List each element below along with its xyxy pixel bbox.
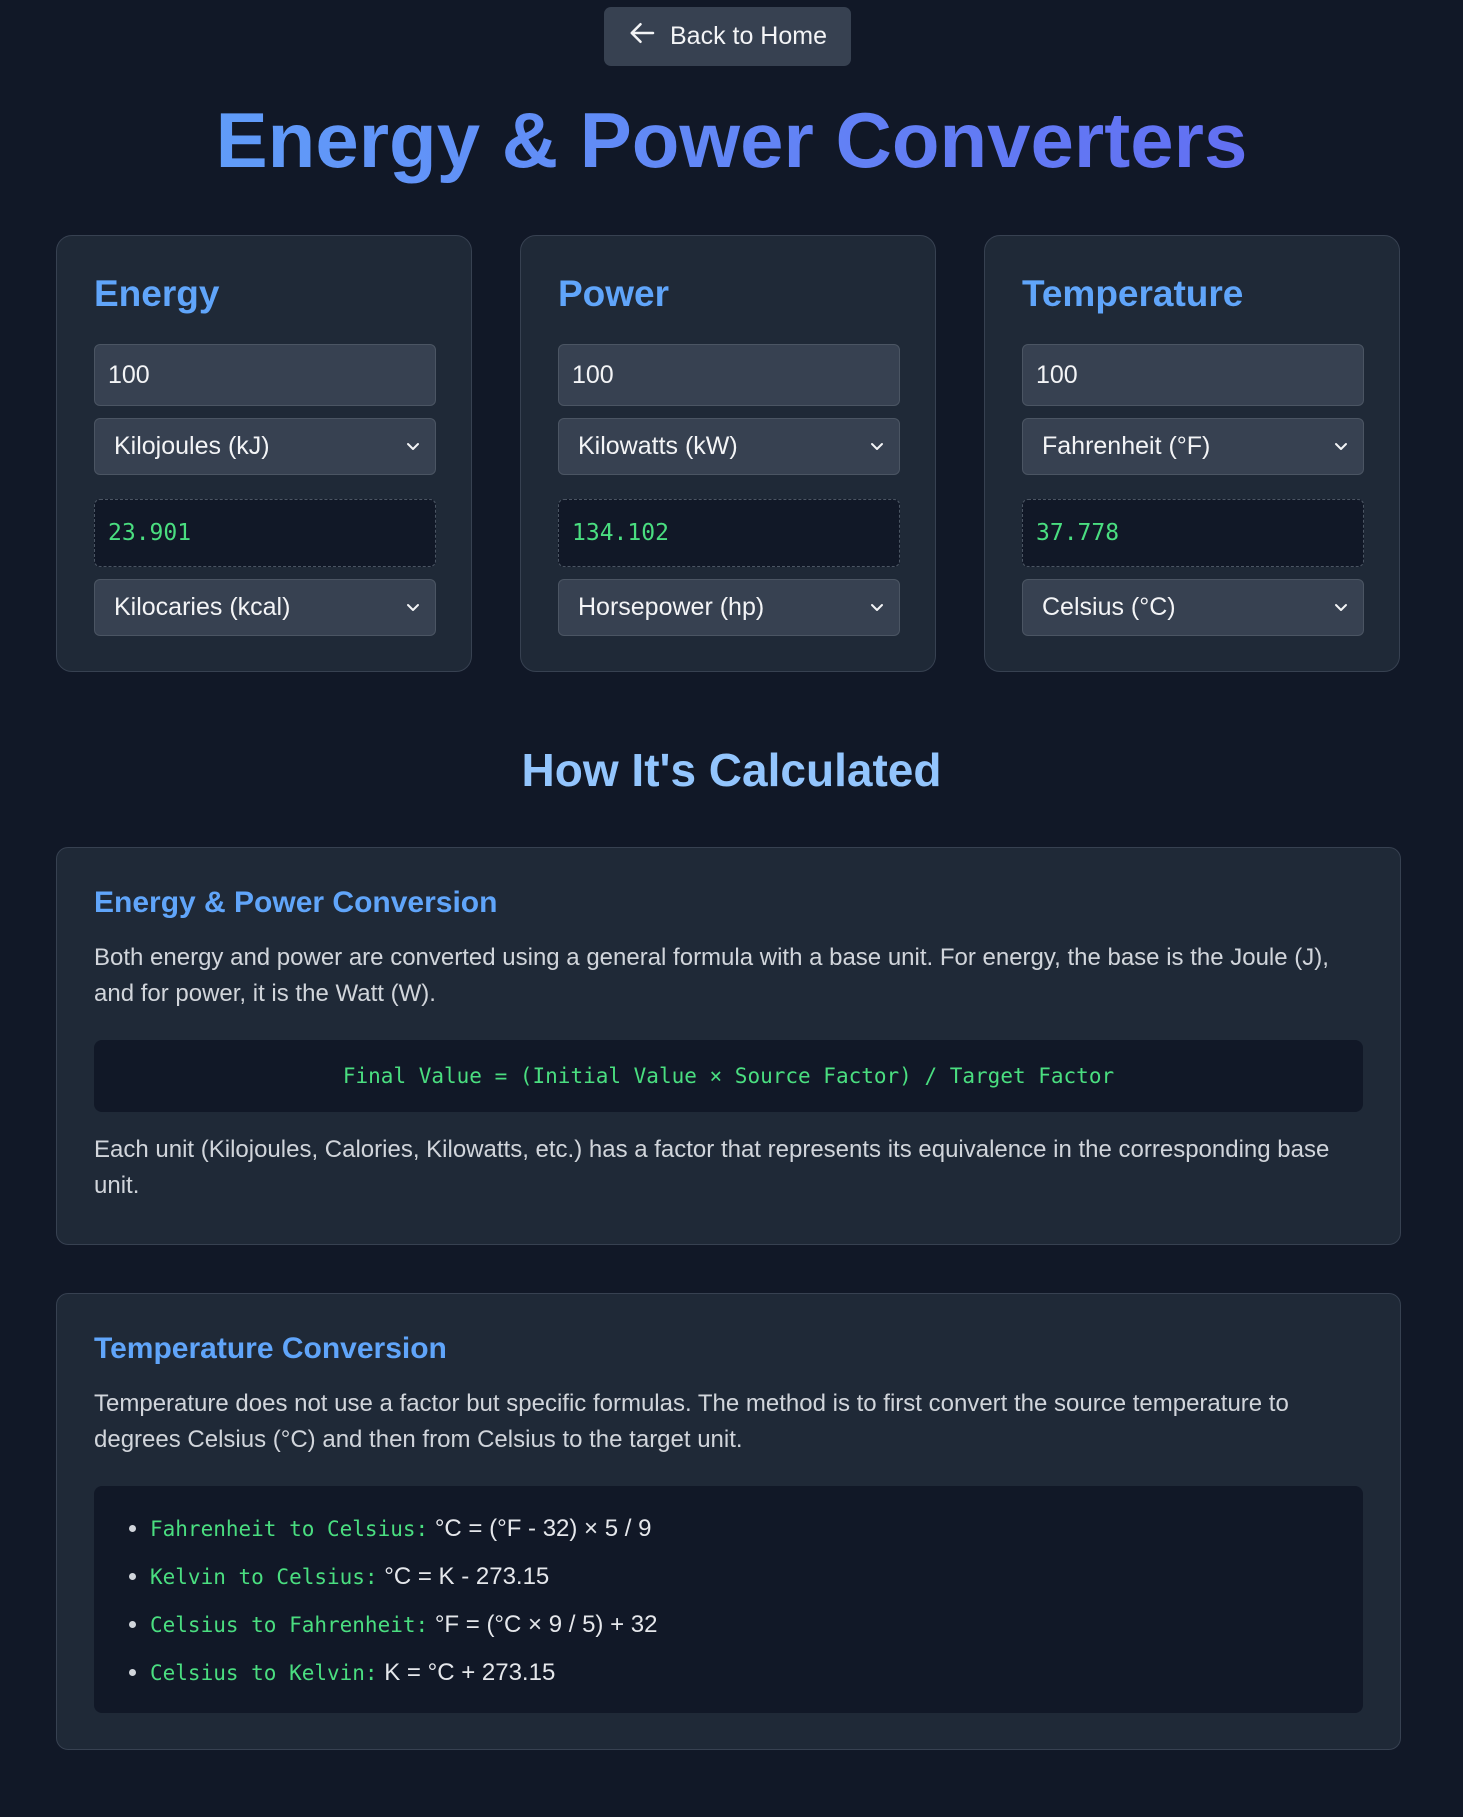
power-value-input[interactable]: 100: [558, 344, 900, 406]
list-item: [150, 1505, 1363, 1553]
select-value: Horsepower (hp): [578, 593, 765, 621]
formula-label: Kelvin to Celsius:: [150, 1565, 378, 1589]
select-value: Celsius (°C): [1042, 593, 1176, 621]
select-value: Kilowatts (kW): [578, 432, 738, 460]
chevron-down-icon: [1333, 432, 1349, 461]
temperature-formulas-box: [94, 1486, 1363, 1713]
back-to-home-label: Back to Home: [669, 22, 827, 50]
how-calculated-title: How It's Calculated: [521, 744, 942, 796]
converter-title: Energy: [94, 273, 220, 314]
energy-from-unit-select[interactable]: [94, 418, 436, 475]
formula-text: °F = (°C × 9 / 5) + 32: [434, 1611, 658, 1638]
explanation-outro: Each unit (Kilojoules, Calories, Kilowatts, etc.) has a factor that represents its equivalence in the corresponding base unit.: [94, 1136, 1330, 1199]
power-converter-card: [520, 235, 936, 672]
chevron-down-icon: [405, 432, 421, 461]
conversion-formula: Final Value = (Initial Value × Source Factor) / Target Factor: [342, 1064, 1115, 1088]
chevron-down-icon: [869, 593, 885, 622]
formula-text: °C = K - 273.15: [384, 1563, 550, 1590]
converter-title: Power: [558, 273, 670, 314]
temperature-from-unit-select[interactable]: [1022, 418, 1364, 475]
energy-value-input[interactable]: 100: [94, 344, 436, 406]
select-value: Kilocaries (kcal): [114, 593, 291, 621]
formula-text: °C = (°F - 32) × 5 / 9: [434, 1515, 652, 1542]
explanation-intro: Temperature does not use a factor but specific formulas. The method is to first convert the source temperature to degrees Celsius (°C) and then from Celsius to the target unit.: [94, 1390, 1289, 1453]
explanation-title: Temperature Conversion: [94, 1332, 447, 1365]
temperature-to-unit-select[interactable]: [1022, 579, 1364, 636]
energy-to-unit-select[interactable]: [94, 579, 436, 636]
temperature-result-output: 37.778: [1022, 499, 1364, 567]
temperature-formula-list: [94, 1486, 1363, 1697]
power-result-output: 134.102: [558, 499, 900, 567]
energy-power-explanation-card: [56, 847, 1401, 1245]
power-from-unit-select[interactable]: [558, 418, 900, 475]
select-value: Kilojoules (kJ): [114, 432, 270, 460]
formula-label: Fahrenheit to Celsius:: [150, 1517, 429, 1541]
formula-label: Celsius to Fahrenheit:: [150, 1613, 429, 1637]
temperature-explanation-card: [56, 1293, 1401, 1750]
energy-converter-card: [56, 235, 472, 672]
list-item: [150, 1649, 1363, 1697]
temperature-value-input[interactable]: 100: [1022, 344, 1364, 406]
list-item: [150, 1601, 1363, 1649]
temperature-converter-card: [984, 235, 1400, 672]
formula-text: K = °C + 273.15: [384, 1659, 556, 1686]
power-to-unit-select[interactable]: [558, 579, 900, 636]
converter-title: Temperature: [1022, 273, 1244, 314]
explanation-intro: Both energy and power are converted using a general formula with a base unit. For energy, the base is the Joule (J), and for power, it is the Watt (W).: [94, 944, 1329, 1007]
chevron-down-icon: [1333, 593, 1349, 622]
list-item: [150, 1553, 1363, 1601]
page-title: Energy & Power Converters: [0, 92, 1463, 188]
chevron-down-icon: [405, 593, 421, 622]
explanation-title: Energy & Power Conversion: [94, 886, 498, 919]
chevron-down-icon: [869, 432, 885, 461]
select-value: Fahrenheit (°F): [1042, 432, 1211, 460]
energy-result-output: 23.901: [94, 499, 436, 567]
formula-label: Celsius to Kelvin:: [150, 1661, 378, 1685]
arrow-left-icon: [628, 18, 658, 55]
formula-box: [94, 1040, 1363, 1112]
back-to-home-button[interactable]: [604, 7, 851, 66]
